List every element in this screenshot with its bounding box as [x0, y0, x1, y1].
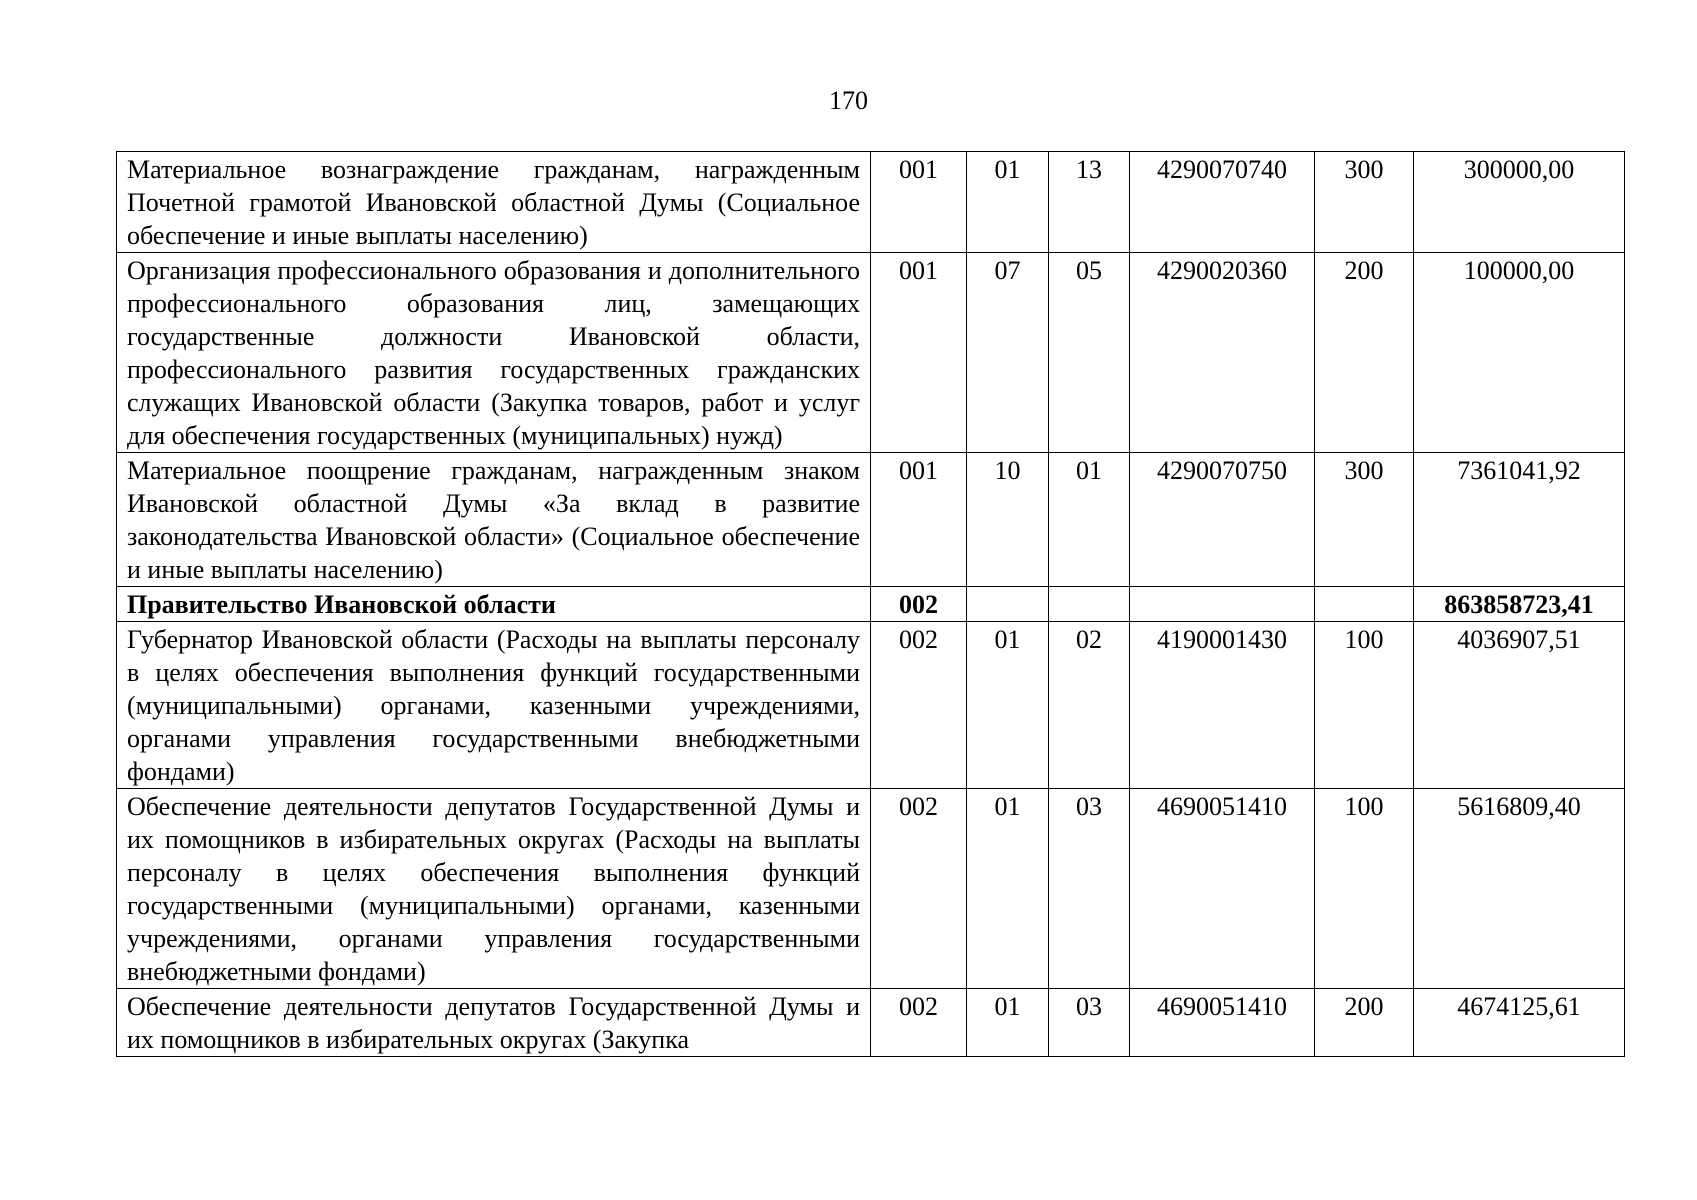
row-amount: 7361041,92	[1414, 453, 1625, 587]
row-amount: 863858723,41	[1414, 587, 1625, 622]
row-amount: 5616809,40	[1414, 789, 1625, 989]
row-gr-code: 002	[871, 622, 967, 789]
row-pr-code: 03	[1049, 789, 1130, 989]
table-row	[117, 253, 1625, 453]
row-rz-code: 01	[967, 789, 1049, 989]
row-gr-code: 001	[871, 453, 967, 587]
row-vr-code: 100	[1315, 789, 1414, 989]
table-row-section-total	[117, 587, 1625, 622]
row-amount: 100000,00	[1414, 253, 1625, 453]
row-pr-code	[1049, 587, 1130, 622]
row-pr-code: 13	[1049, 152, 1130, 253]
row-vr-code: 200	[1315, 253, 1414, 453]
row-csr-code: 4690051410	[1130, 789, 1315, 989]
row-amount: 300000,00	[1414, 152, 1625, 253]
table-row	[117, 152, 1625, 253]
row-csr-code: 4290070750	[1130, 453, 1315, 587]
table-row	[117, 989, 1625, 1057]
row-pr-code: 05	[1049, 253, 1130, 453]
row-rz-code: 10	[967, 453, 1049, 587]
row-rz-code: 01	[967, 152, 1049, 253]
table-row	[117, 789, 1625, 989]
row-vr-code	[1315, 587, 1414, 622]
row-description: Организация профессионального образования и дополнительного профессионального образования лиц, замещающих государственные должности Ивановской области, профессионального развития государственных гражданских служащих Ивановской области (Закупка товаров, работ и услуг для обеспечения государственных (муниципальных) нужд)	[117, 253, 871, 453]
row-description: Обеспечение деятельности депутатов Государственной Думы и их помощников в избирательных округах (Расходы на выплаты персоналу в целях обеспечения выполнения функций государственными (муниципальными) органами, казенными учреждениями, органами управления государственными внебюджетными фондами)	[117, 789, 871, 989]
row-description: Материальное поощрение гражданам, награжденным знаком Ивановской областной Думы «За вклад в развитие законодательства Ивановской области» (Социальное обеспечение и иные выплаты населению)	[117, 453, 871, 587]
row-amount: 4036907,51	[1414, 622, 1625, 789]
table-row	[117, 622, 1625, 789]
page-number: 170	[829, 86, 868, 115]
table-row	[117, 453, 1625, 587]
row-csr-code: 4290020360	[1130, 253, 1315, 453]
row-csr-code: 4290070740	[1130, 152, 1315, 253]
row-vr-code: 300	[1315, 152, 1414, 253]
row-pr-code: 01	[1049, 453, 1130, 587]
row-csr-code	[1130, 587, 1315, 622]
row-gr-code: 001	[871, 152, 967, 253]
row-pr-code: 03	[1049, 989, 1130, 1057]
row-vr-code: 100	[1315, 622, 1414, 789]
row-gr-code: 002	[871, 587, 967, 622]
row-pr-code: 02	[1049, 622, 1130, 789]
budget-table	[116, 151, 1625, 1057]
row-vr-code: 200	[1315, 989, 1414, 1057]
row-description: Обеспечение деятельности депутатов Государственной Думы и их помощников в избирательных округах (Закупка	[117, 989, 871, 1057]
row-amount: 4674125,61	[1414, 989, 1625, 1057]
row-gr-code: 002	[871, 789, 967, 989]
row-description: Губернатор Ивановской области (Расходы на выплаты персоналу в целях обеспечения выполнения функций государственными (муниципальными) органами, казенными учреждениями, органами управления государственными внебюджетными фондами)	[117, 622, 871, 789]
row-gr-code: 002	[871, 989, 967, 1057]
row-rz-code: 01	[967, 622, 1049, 789]
row-description: Правительство Ивановской области	[117, 587, 871, 622]
row-csr-code: 4190001430	[1130, 622, 1315, 789]
row-gr-code: 001	[871, 253, 967, 453]
row-rz-code	[967, 587, 1049, 622]
row-description: Материальное вознаграждение гражданам, награжденным Почетной грамотой Ивановской областной Думы (Социальное обеспечение и иные выплаты населению)	[117, 152, 871, 253]
row-rz-code: 01	[967, 989, 1049, 1057]
table-body	[117, 152, 1625, 1057]
row-csr-code: 4690051410	[1130, 989, 1315, 1057]
row-vr-code: 300	[1315, 453, 1414, 587]
row-rz-code: 07	[967, 253, 1049, 453]
